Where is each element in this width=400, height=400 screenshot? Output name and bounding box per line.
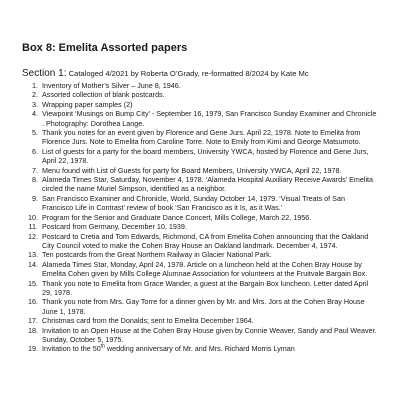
item-number: 18. bbox=[28, 325, 38, 335]
item-text: Assorted collection of blank postcards. bbox=[42, 90, 165, 100]
item-number: 8. bbox=[32, 175, 38, 185]
list-item bbox=[22, 297, 378, 316]
item-number: 1. bbox=[32, 81, 38, 90]
item-number: 17. bbox=[28, 316, 38, 326]
item-text: Menu found with List of Guests for party for Board Members, University YWCA, April 22, 1978. bbox=[42, 165, 342, 175]
item-text: Invitation to an Open House at the Cohen Bray House given by Connie Weaver, Sandy and Paul Weaver. Sunday, October 5, 1975. bbox=[42, 325, 377, 344]
section-label: Section 1: bbox=[22, 68, 67, 79]
list-item bbox=[22, 81, 378, 90]
section-header bbox=[22, 68, 394, 79]
item-number: 13. bbox=[28, 250, 38, 260]
item-number: 2. bbox=[32, 90, 38, 100]
section-note: Cataloged 4/2021 by Roberta O’Grady, re-formatted 8/2024 by Kate Mc bbox=[68, 69, 309, 78]
item-list bbox=[22, 81, 378, 354]
item-text-part: wedding anniversary of Mr. and Mrs. Richard Morris Lyman bbox=[104, 344, 295, 354]
item-text: Postcard from Germany, December 10, 1939. bbox=[42, 222, 187, 232]
list-item bbox=[22, 344, 378, 353]
item-text: San Francisco Examiner and Chronicle, World, Sunday October 14, 1979. ‘Visual Treats of San Francisco Life in Contrast’ review of book ‘San Francisco as it Is, as it Was.’ bbox=[42, 193, 345, 213]
item-text: Thank you note from Mrs. Gay Torre for a dinner given by Mr. and Mrs. Jors at the Cohen Bray House June 1, 1978. bbox=[42, 297, 365, 316]
box-title: Box 8: Emelita Assorted papers bbox=[22, 42, 188, 54]
list-item bbox=[22, 316, 378, 325]
item-text: Wrapping paper samples (2) bbox=[42, 99, 133, 109]
item-text: Alameda Times Star, Saturday, November 4, 1978. ‘Alameda Hospital Auxiliary Receive Awards’ Emelita circled the name Muriel Simpson, identified as a neighbor. bbox=[42, 175, 374, 194]
item-text: Thank you notes for an event given by Florence and Gene Jurs. April 22, 1978. Note to Emelita from Florence Jurs. Note to Emelita from Caroline Torre. Note to Emily from Kimi and George Matsumoto. bbox=[42, 128, 361, 147]
item-number: 7. bbox=[32, 165, 38, 175]
list-item bbox=[22, 222, 378, 231]
item-text: Christmas card from the Donalds; sent to Emelita December 1964. bbox=[42, 316, 254, 326]
list-item bbox=[22, 213, 378, 222]
item-text bbox=[42, 344, 378, 353]
item-number: 16. bbox=[28, 297, 38, 307]
item-number: 10. bbox=[28, 212, 38, 222]
list-item bbox=[22, 109, 378, 128]
list-item bbox=[22, 147, 378, 166]
list-item bbox=[22, 232, 378, 251]
item-text: Ten postcards from the Great Northern Railway in Glacier National Park. bbox=[42, 250, 272, 260]
list-item bbox=[22, 128, 378, 147]
item-number: 4. bbox=[32, 109, 38, 119]
list-item bbox=[22, 260, 378, 279]
item-text-part: Invitation to the 50 bbox=[42, 344, 101, 354]
ordinal-suffix: th bbox=[100, 343, 105, 350]
item-text: Postcard to Cretia and Tom Edwards, Richmond, CA from Emelita Cohen announcing that the Oakland City Council voted to make the Cohen Bray House an Oakland landmark. December 4, 1974. bbox=[42, 231, 369, 250]
item-text: List of guests for a party for the board members, University YWCA, hosted by Florence and Gene Jurs, April 22, 1978. bbox=[42, 146, 369, 166]
item-number: 9. bbox=[32, 193, 38, 203]
item-number: 11. bbox=[28, 222, 38, 232]
item-number: 3. bbox=[32, 99, 38, 109]
item-number: 6. bbox=[32, 146, 38, 156]
item-number: 5. bbox=[32, 128, 38, 138]
item-text: Program for the Senior and Graduate Dance Concert, Mills College, March 22, 1956. bbox=[42, 212, 312, 222]
item-text: Thank you note to Emelita from Grace Wander, a guest at the Bargain Box luncheon. Letter dated April 29, 1978. bbox=[42, 278, 369, 297]
list-item bbox=[22, 166, 378, 175]
list-item bbox=[22, 175, 378, 194]
list-item bbox=[22, 326, 378, 345]
list-item bbox=[22, 100, 378, 109]
list-item bbox=[22, 279, 378, 298]
item-number: 12. bbox=[28, 231, 38, 241]
item-number: 15. bbox=[28, 278, 38, 288]
list-item bbox=[22, 250, 378, 259]
item-text: Inventory of Mother’s Silver – June 8, 1946. bbox=[42, 81, 181, 90]
list-item bbox=[22, 90, 378, 99]
list-item bbox=[22, 194, 378, 213]
item-number: 14. bbox=[28, 259, 38, 269]
item-text: Viewpoint ‘Musings on Bump City’ - September 16, 1979, San Francisco Sunday Examiner and Chronicle . Photography: Dorothea Lange. bbox=[42, 109, 377, 128]
item-text: Alameda Times Star, Monday, April 24, 1978. Article on a luncheon held at the Cohen Bray House by Emelita Cohen given by Mills College Alumnae Association for volunteers at the Fruitvale Bargain Box. bbox=[42, 259, 368, 279]
item-number: 19. bbox=[28, 344, 38, 354]
